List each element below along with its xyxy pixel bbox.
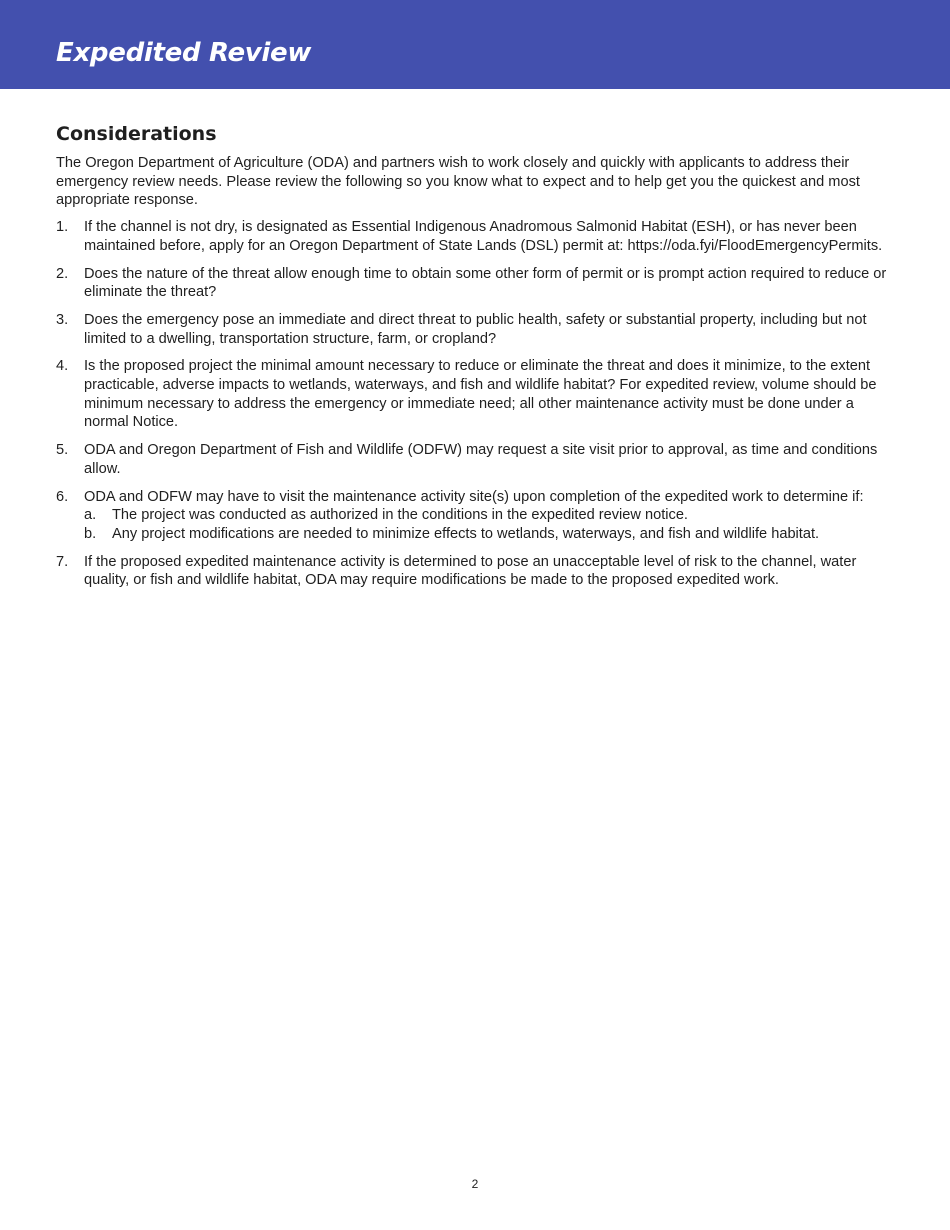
item-number: 4. bbox=[56, 358, 69, 375]
list-item bbox=[56, 441, 891, 478]
page-title: Expedited Review bbox=[56, 38, 312, 68]
list-item bbox=[56, 311, 891, 348]
sub-item-letter: b. bbox=[84, 525, 97, 542]
sub-item-letter: a. bbox=[84, 507, 97, 524]
sub-list bbox=[84, 506, 891, 543]
list-item bbox=[56, 265, 891, 302]
item-number: 7. bbox=[56, 553, 69, 570]
sub-list-item bbox=[84, 506, 891, 525]
item-text: If the proposed expedited maintenance activity is determined to pose an unacceptable level of risk to the channel, water quality, or fish and wildlife habitat, ODA may require modifications be made to the proposed expedited work. bbox=[84, 553, 857, 589]
item-text: ODA and ODFW may have to visit the maintenance activity site(s) upon completion of the expedited work to determine if: bbox=[84, 488, 864, 505]
sub-item-text: The project was conducted as authorized in the conditions in the expedited review notice. bbox=[112, 507, 688, 524]
sub-list-item bbox=[84, 525, 891, 544]
list-item bbox=[56, 553, 891, 590]
list-item bbox=[56, 218, 891, 255]
sub-item-text: Any project modifications are needed to minimize effects to wetlands, waterways, and fish and wildlife habitat. bbox=[112, 525, 820, 542]
section-heading: Considerations bbox=[56, 123, 217, 145]
list-item bbox=[56, 357, 891, 432]
list-item bbox=[56, 488, 891, 544]
header-band bbox=[0, 0, 950, 89]
item-number: 5. bbox=[56, 442, 69, 459]
item-number: 6. bbox=[56, 488, 69, 505]
item-number: 3. bbox=[56, 311, 69, 328]
main-content bbox=[56, 122, 891, 599]
item-text: Does the emergency pose an immediate and direct threat to public health, safety or substantial property, including but not limited to a dwelling, transportation structure, farm, or cropland? bbox=[84, 311, 867, 347]
item-number: 1. bbox=[56, 219, 69, 236]
item-text: ODA and Oregon Department of Fish and Wildlife (ODFW) may request a site visit prior to approval, as time and conditions allow. bbox=[84, 442, 878, 477]
considerations-list bbox=[56, 218, 891, 590]
page-number: 2 bbox=[471, 1177, 479, 1191]
intro-paragraph: The Oregon Department of Agriculture (ODA) and partners wish to work closely and quickly with applicants to address their emergency review needs. Please review the following so you know what to expect and to help get you the quickest and most appropriate response. bbox=[56, 155, 860, 209]
item-number: 2. bbox=[56, 265, 69, 282]
item-text: Is the proposed project the minimal amount necessary to reduce or eliminate the threat and does it minimize, to the extent practicable, adverse impacts to wetlands, waterways, and fish and wildlife habitat? For expedited review, volume should be minimum necessary to address the emergency or immediate need; all other maintenance activity must be done under a normal Notice. bbox=[84, 358, 877, 431]
item-text: Does the nature of the threat allow enough time to obtain some other form of permit or is prompt action required to reduce or eliminate the threat? bbox=[84, 265, 887, 301]
item-text: If the channel is not dry, is designated as Essential Indigenous Anadromous Salmonid Habitat (ESH), or has never been maintained before, apply for an Oregon Department of State Lands (DSL) permit at: https://oda.fyi/FloodEmergencyPermits. bbox=[84, 219, 883, 254]
